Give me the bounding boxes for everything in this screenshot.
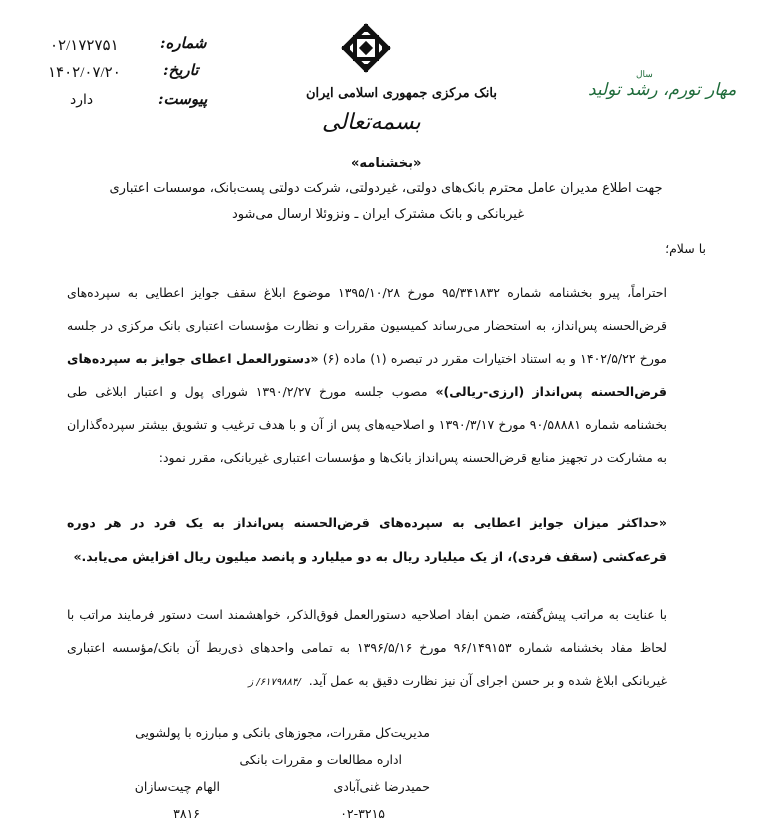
signer1-extension: ۰۲-۳۲۱۵ bbox=[340, 806, 385, 821]
signer2-name: الهام چیت‌سازان bbox=[134, 779, 220, 794]
paragraph-main-part2: مصوب جلسه مورخ ۱۳۹۰/۲/۲۷ شورای پول و اعتبار ابلاغی طی بخشنامه شماره ۹۰/۵۸۸۸۱ مورخ ۱۳۹۰/۳/۱۷ و اصلاحیه‌های پس از آن و با هدف ترغیب و تشویق بیشتر سپرده‌گذاران به مشارکت در تجهیز منابع قرض‌الحسنه پس‌انداز بانک‌ها و مؤسسات اعتباری غیربانکی، مقرر نمود: bbox=[67, 384, 667, 465]
reference-code: /۶۱۷۹۸۸۴/ ز bbox=[248, 677, 301, 688]
paragraph-main bbox=[67, 276, 667, 474]
signature-department: مدیریت‌کل مقررات، مجوزهای بانکی و مبارزه با پولشویی bbox=[135, 725, 430, 740]
bank-name: بانک مرکزی جمهوری اسلامی ایران bbox=[306, 86, 497, 101]
recipients-line-2: غیربانکی و بانک مشترک ایران ـ ونزوئلا ارسال می‌شود bbox=[231, 207, 525, 222]
bank-logo bbox=[340, 22, 392, 74]
paragraph-main-part1: احتراماً، پیرو بخشنامه شماره ۹۵/۳۴۱۸۳۲ مورخ ۱۳۹۵/۱۰/۲۸ موضوع ابلاغ سقف جوایز اعطایی به سپرده‌های قرض‌الحسنه پس‌انداز، به استحضار می‌رساند کمیسیون مقررات و نظارت مؤسسات اعتباری بانک مرکزی در جلسه مورخ ۱۴۰۲/۵/۲۲ و به استناد اختیارات مقرر در تبصره (۱) ماده (۶) bbox=[67, 285, 668, 366]
slogan-year-label: سال bbox=[636, 70, 653, 80]
paragraph-closing bbox=[67, 598, 667, 699]
letter-number: ۰۲/۱۷۲۷۵۱ bbox=[50, 38, 119, 54]
greeting: با سلام؛ bbox=[665, 241, 706, 256]
signer1-name: حمیدرضا غنی‌آبادی bbox=[333, 779, 430, 794]
recipients-line-1: جهت اطلاع مدیران عامل محترم بانک‌های دولتی، غیردولتی، شرکت دولتی پست‌بانک، موسسات اعتباری bbox=[109, 181, 663, 196]
paragraph-closing-text: با عنایت به مراتب پیش‌گفته، ضمن ابفاد اصلاحیه دستورالعمل فوق‌الذکر، خواهشمند است دستور فرمایند مراتب با لحاظ مفاد بخشنامه شماره ۹۶/۱۴۹۱۵۳ مورخ ۱۳۹۶/۵/۱۶ به تمامی واحدهای ذی‌ربط آن بانک/مؤسسه اعتباری غیربانکی ابلاغ شده و بر حسن اجرای آن نیز نظارت دقیق به عمل آید. bbox=[67, 607, 667, 688]
signature-office: اداره مطالعات و مقررات بانکی bbox=[239, 752, 402, 767]
decision-quote: «حداکثر میزان جوایز اعطایی به سپرده‌های قرض‌الحسنه پس‌انداز به یک فرد در هر دوره قرعه‌کشی (سقف فردی)، از یک میلیارد ریال به دو میلیارد و پانصد میلیون ریال افزایش می‌یابد.» bbox=[67, 515, 667, 564]
regulation-title: «دستورالعمل اعطای جوایز به سپرده‌های قرض‌الحسنه پس‌انداز (ارزی-ریالی)» bbox=[67, 351, 667, 399]
year-slogan: مهار تورم، رشد تولید bbox=[588, 80, 737, 100]
document-title: «بخشنامه» bbox=[351, 156, 422, 171]
letter-number-label: شماره: bbox=[160, 34, 207, 52]
attachment-label: پیوست: bbox=[158, 90, 208, 108]
signer2-extension: ۳۸۱۶ bbox=[173, 806, 200, 821]
attachment-value: دارد bbox=[70, 92, 94, 108]
letter-date: ۱۴۰۲/۰۷/۲۰ bbox=[48, 65, 121, 81]
bank-logo-icon bbox=[340, 22, 392, 74]
bismillah: بسمه‌تعالی bbox=[322, 110, 421, 135]
letter-date-label: تاریخ: bbox=[163, 61, 199, 79]
